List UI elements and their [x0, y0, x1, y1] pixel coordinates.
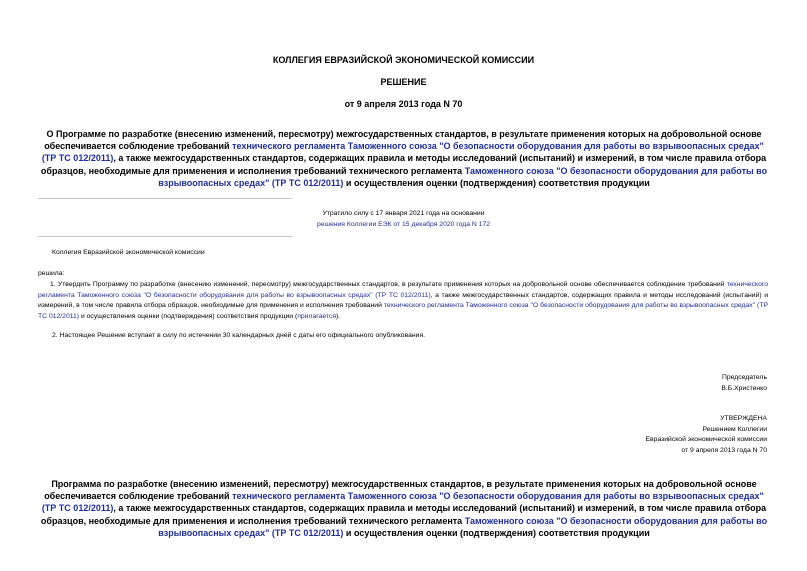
- divider-top: [38, 198, 292, 199]
- program-title: [40, 478, 768, 539]
- status-line: Утратило силу с 17 января 2021 года на основании: [322, 210, 485, 217]
- doc-type: РЕШЕНИЕ: [380, 77, 427, 87]
- approved-block: [646, 414, 767, 456]
- approved-line-3: Евразийской экономической комиссии: [645, 436, 767, 443]
- program-link-customs-union[interactable]: Таможенного союза "О безопасности оборудования для работы во взрывоопасных средах" (ТР ТС 012/2011): [158, 515, 768, 538]
- program-text-2: , а также межгосударственных стандартов, содержащих правила и методы исследований (испытаний) и измерений, в том числе правила отбора образцов, необходимые для применения и исполнения требований технического регламента: [40, 503, 767, 526]
- item-2: 2. Настоящее Решение вступает в силу по истечении 30 календарных дней с даты его официального опубликования.: [52, 332, 426, 339]
- status-block: [0, 209, 807, 230]
- item1-text-3: и осуществления оценки (подтверждения) соответствия продукции (: [79, 312, 298, 320]
- signature-name: В.Б.Христенко: [721, 384, 767, 392]
- signature-block: [721, 373, 767, 394]
- org-name: КОЛЛЕГИЯ ЕВРАЗИЙСКОЙ ЭКОНОМИЧЕСКОЙ КОМИССИИ: [272, 55, 535, 65]
- status-link[interactable]: решения Коллегии ЕЭК от 15 декабря 2020 года N 172: [316, 220, 491, 228]
- item1-text-1: 1. Утвердить Программу по разработке (внесению изменений, пересмотру) межгосударственных стандартов, в результате применения которых на добровольной основе обеспечивается соблюдение требований: [50, 281, 727, 288]
- item1-link-attached[interactable]: прилагается: [297, 312, 337, 320]
- divider-bottom: [38, 236, 292, 237]
- approved-line-1: УТВЕРЖДЕНА: [720, 415, 767, 422]
- program-text-3: и осуществления оценки (подтверждения) соответствия продукции: [343, 527, 650, 538]
- title-link-customs-union[interactable]: Таможенного союза "О безопасности оборудования для работы во взрывоопасных средах" (ТР ТС 012/2011): [158, 165, 768, 188]
- item1-link-regulation-2[interactable]: технического регламента Таможенного союза "О безопасности оборудования для работы во взрывоопасных средах" (ТР ТС 012/2011): [38, 302, 768, 320]
- item1-text-4: ).: [336, 312, 341, 320]
- item-1: [38, 280, 768, 322]
- approved-line-2: Решением Коллегии: [702, 425, 767, 433]
- document-title: [40, 128, 768, 189]
- doc-date-number: от 9 апреля 2013 года N 70: [344, 99, 463, 109]
- title-link-regulation[interactable]: технического регламента Таможенного союза "О безопасности оборудования для работы во взрывоопасных средах" (ТР ТС 012/2011): [41, 141, 764, 164]
- title-text-2: , а также межгосударственных стандартов, содержащих правила и методы исследований (испытаний) и измерений, в том числе правила отбора образцов, необходимые для применения и исполнения требований технического регламента: [40, 153, 767, 176]
- program-link-regulation[interactable]: технического регламента Таможенного союза "О безопасности оборудования для работы во взрывоопасных средах" (ТР ТС 012/2011): [41, 491, 764, 514]
- program-text-1: Программа по разработке (внесению изменений, пересмотру) межгосударственных стандартов, в результате применения которых на добровольной основе обеспечивается соблюдение требований: [44, 479, 757, 502]
- item1-link-regulation[interactable]: технического регламента Таможенного союза "О безопасности оборудования для работы во взрывоопасных средах" (ТР ТС 012/2011): [38, 281, 768, 299]
- title-text-1: О Программе по разработке (внесению изменений, пересмотру) межгосударственных стандартов, в результате применения которых на добровольной основе обеспечивается соблюдение требований: [44, 129, 762, 152]
- title-text-3: и осуществления оценки (подтверждения) соответствия продукции: [343, 177, 650, 188]
- approved-line-4: от 9 апреля 2013 года N 70: [681, 446, 767, 454]
- issuer-text: Коллегия Евразийской экономической комиссии: [52, 249, 205, 256]
- item1-text-2: , а также межгосударственных стандартов, содержащих правила и методы исследований (испытаний) и измерений, в том числе правила отбора образцов, необходимые для применения и исполнения требований: [38, 291, 768, 309]
- decided-text: решила:: [38, 270, 65, 277]
- signature-role: Председатель: [722, 374, 767, 381]
